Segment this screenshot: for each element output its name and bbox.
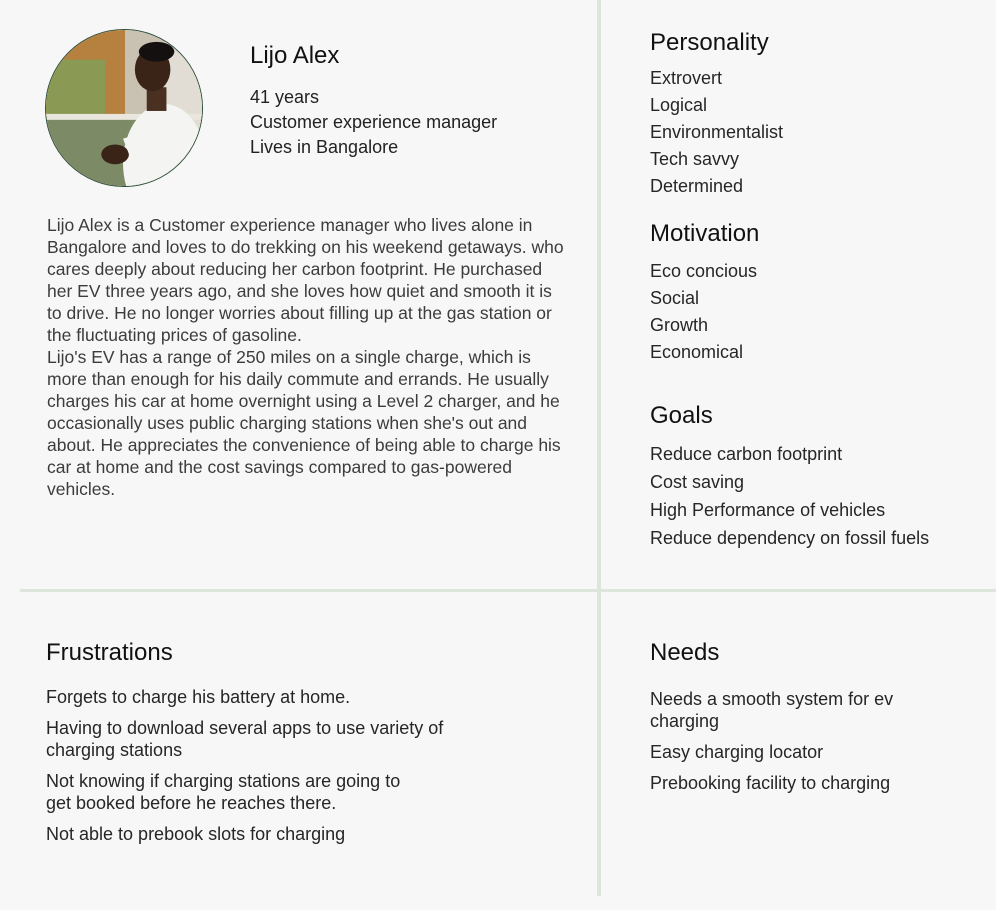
persona-location: Lives in Bangalore [250, 137, 399, 157]
list-item: Social [650, 288, 700, 308]
list-item: Reduce dependency on fossil fuels [650, 528, 930, 548]
list-item: Reduce carbon footprint [650, 444, 843, 464]
list-item: Economical [650, 342, 744, 362]
persona-name: Lijo Alex [250, 42, 340, 69]
list-item: Having to download several apps to use variety of charging stations [46, 718, 444, 760]
list-item: Tech savvy [650, 149, 740, 169]
horizontal-divider [20, 589, 996, 592]
list-item: Determined [650, 176, 744, 196]
list-item: Forgets to charge his battery at home. [46, 687, 351, 707]
frustrations-list [46, 686, 476, 854]
avatar [45, 29, 203, 187]
list-item: Not able to prebook slots for charging [46, 824, 346, 844]
list-item: Prebooking facility to charging [650, 773, 891, 793]
persona-age: 41 years [250, 87, 320, 107]
list-item: Not knowing if charging stations are going to get booked before he reaches there. [46, 771, 401, 813]
bio-paragraph: Lijo's EV has a range of 250 miles on a single charge, which is more than enough for his daily commute and errands. He usually charges his car at home overnight using a Level 2 charger, and he occasionally uses public charging stations when she's out and about. He appreciates the convenience of being able to charge his car at home and the cost savings compared to gas-powered vehicles. [47, 347, 561, 499]
motivation-list [650, 258, 757, 366]
avatar-photo [46, 30, 202, 186]
list-item: Eco concious [650, 261, 758, 281]
persona-role: Customer experience manager [250, 112, 498, 132]
persona-meta [250, 85, 497, 160]
personality-title: Personality [650, 29, 769, 56]
goals-title: Goals [650, 402, 713, 429]
list-item: Environmentalist [650, 122, 784, 142]
list-item: High Performance of vehicles [650, 500, 886, 520]
needs-list [650, 688, 930, 803]
goals-list [650, 440, 929, 552]
vertical-divider [597, 0, 601, 896]
list-item: Growth [650, 315, 709, 335]
list-item: Needs a smooth system for ev charging [650, 689, 894, 731]
personality-list [650, 65, 783, 200]
persona-bio [47, 214, 567, 500]
list-item: Extrovert [650, 68, 723, 88]
motivation-title: Motivation [650, 220, 760, 247]
list-item: Easy charging locator [650, 742, 824, 762]
needs-title: Needs [650, 639, 720, 666]
bio-paragraph: Lijo Alex is a Customer experience manager who lives alone in Bangalore and loves to do trekking on his weekend getaways. who cares deeply about reducing her carbon footprint. He purchased her EV three years ago, and she loves how quiet and smooth it is to drive. He no longer worries about filling up at the gas station or the fluctuating prices of gasoline. [47, 215, 564, 345]
frustrations-title: Frustrations [46, 639, 173, 666]
list-item: Logical [650, 95, 708, 115]
list-item: Cost saving [650, 472, 745, 492]
